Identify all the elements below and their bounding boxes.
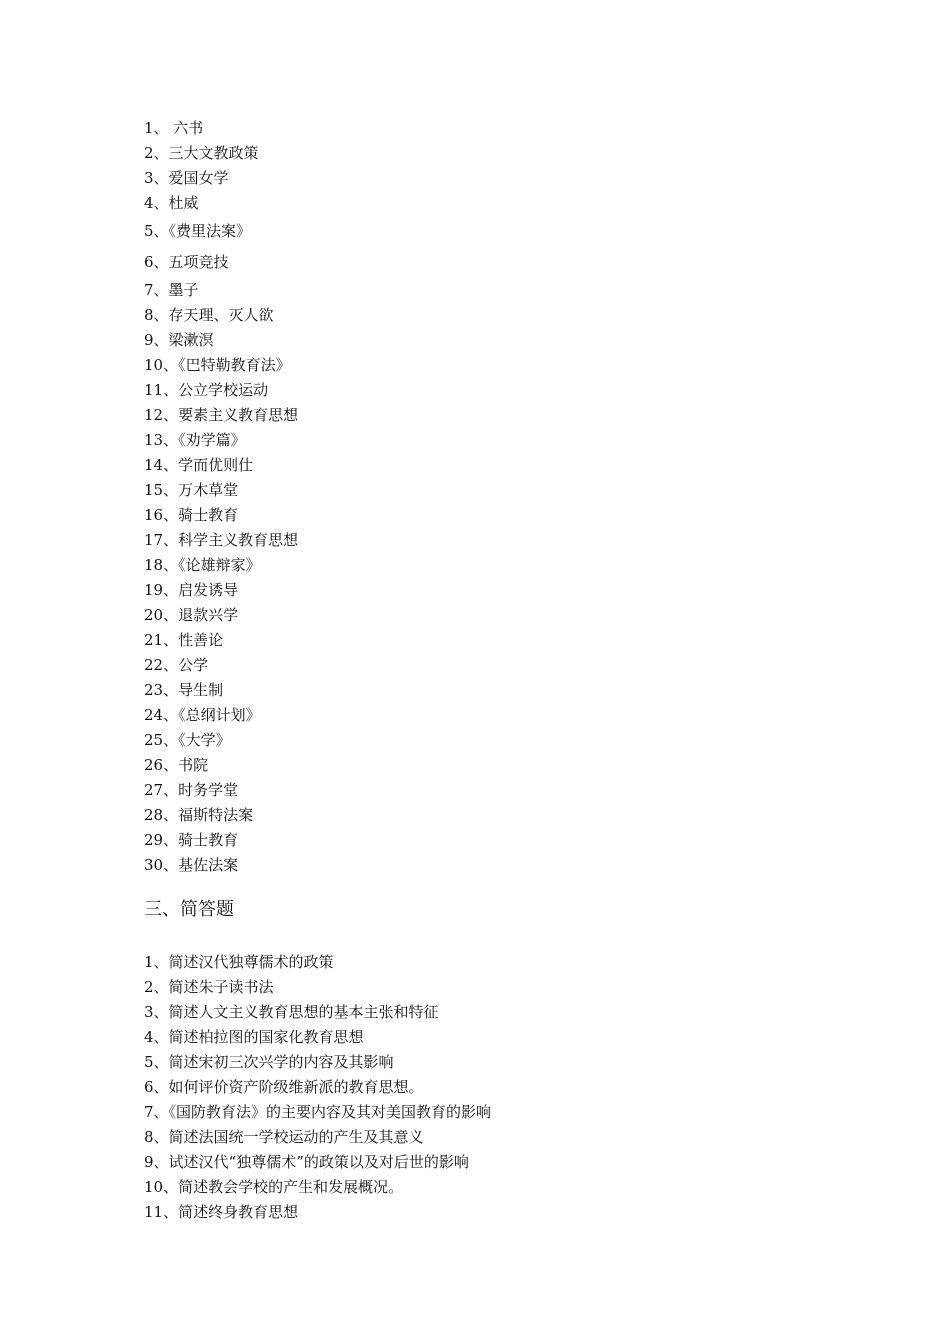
list-item: 8、存天理、灭人欲 xyxy=(144,306,274,324)
list-item: 1、 六书 xyxy=(144,119,204,137)
list-item: 23、导生制 xyxy=(144,681,224,699)
list-item: 6、如何评价资产阶级维新派的教育思想。 xyxy=(144,1078,424,1096)
list-item: 4、杜威 xyxy=(144,194,199,212)
list-item: 2、简述朱子读书法 xyxy=(144,978,274,996)
list-item: 5、简述宋初三次兴学的内容及其影响 xyxy=(144,1053,394,1071)
list-item: 9、试述汉代“独尊儒术”的政策以及对后世的影响 xyxy=(144,1153,469,1171)
question-list xyxy=(144,950,491,1225)
list-item: 15、万木草堂 xyxy=(144,481,239,499)
list-item: 1、简述汉代独尊儒术的政策 xyxy=(144,953,334,971)
list-item: 19、启发诱导 xyxy=(144,581,239,599)
list-item: 24、《总纲计划》 xyxy=(144,706,261,724)
list-item: 28、福斯特法案 xyxy=(144,806,254,824)
list-item: 26、书院 xyxy=(144,756,209,774)
list-item: 20、退款兴学 xyxy=(144,606,239,624)
list-item: 29、骑士教育 xyxy=(144,831,239,849)
list-item: 16、骑士教育 xyxy=(144,506,239,524)
list-item: 3、简述人文主义教育思想的基本主张和特征 xyxy=(144,1003,439,1021)
list-item: 6、五项竞技 xyxy=(144,253,229,271)
list-item: 10、简述教会学校的产生和发展概况。 xyxy=(144,1178,404,1196)
list-item: 27、时务学堂 xyxy=(144,781,239,799)
list-item: 10、《巴特勒教育法》 xyxy=(144,356,291,374)
list-item: 14、学而优则仕 xyxy=(144,456,254,474)
list-item: 12、要素主义教育思想 xyxy=(144,406,299,424)
list-item: 4、简述柏拉图的国家化教育思想 xyxy=(144,1028,364,1046)
list-item: 21、性善论 xyxy=(144,631,224,649)
list-item: 22、公学 xyxy=(144,656,209,674)
list-item: 3、爱国女学 xyxy=(144,169,229,187)
list-item: 25、《大学》 xyxy=(144,731,231,749)
list-item: 30、基佐法案 xyxy=(144,856,239,874)
list-item: 8、简述法国统一学校运动的产生及其意义 xyxy=(144,1128,424,1146)
list-item: 9、梁漱溟 xyxy=(144,331,214,349)
list-item: 7、墨子 xyxy=(144,281,199,299)
list-item: 11、简述终身教育思想 xyxy=(144,1203,299,1221)
list-item: 11、公立学校运动 xyxy=(144,381,269,399)
list-item: 17、科学主义教育思想 xyxy=(144,531,299,549)
list-item: 5、《费里法案》 xyxy=(144,222,252,240)
term-list xyxy=(144,116,298,878)
list-item: 18、《论雄辩家》 xyxy=(144,556,261,574)
list-item: 2、三大文教政策 xyxy=(144,144,259,162)
list-item: 7、《国防教育法》的主要内容及其对美国教育的影响 xyxy=(144,1103,492,1121)
list-item: 13、《劝学篇》 xyxy=(144,431,246,449)
section-heading: 三、简答题 xyxy=(144,899,234,920)
